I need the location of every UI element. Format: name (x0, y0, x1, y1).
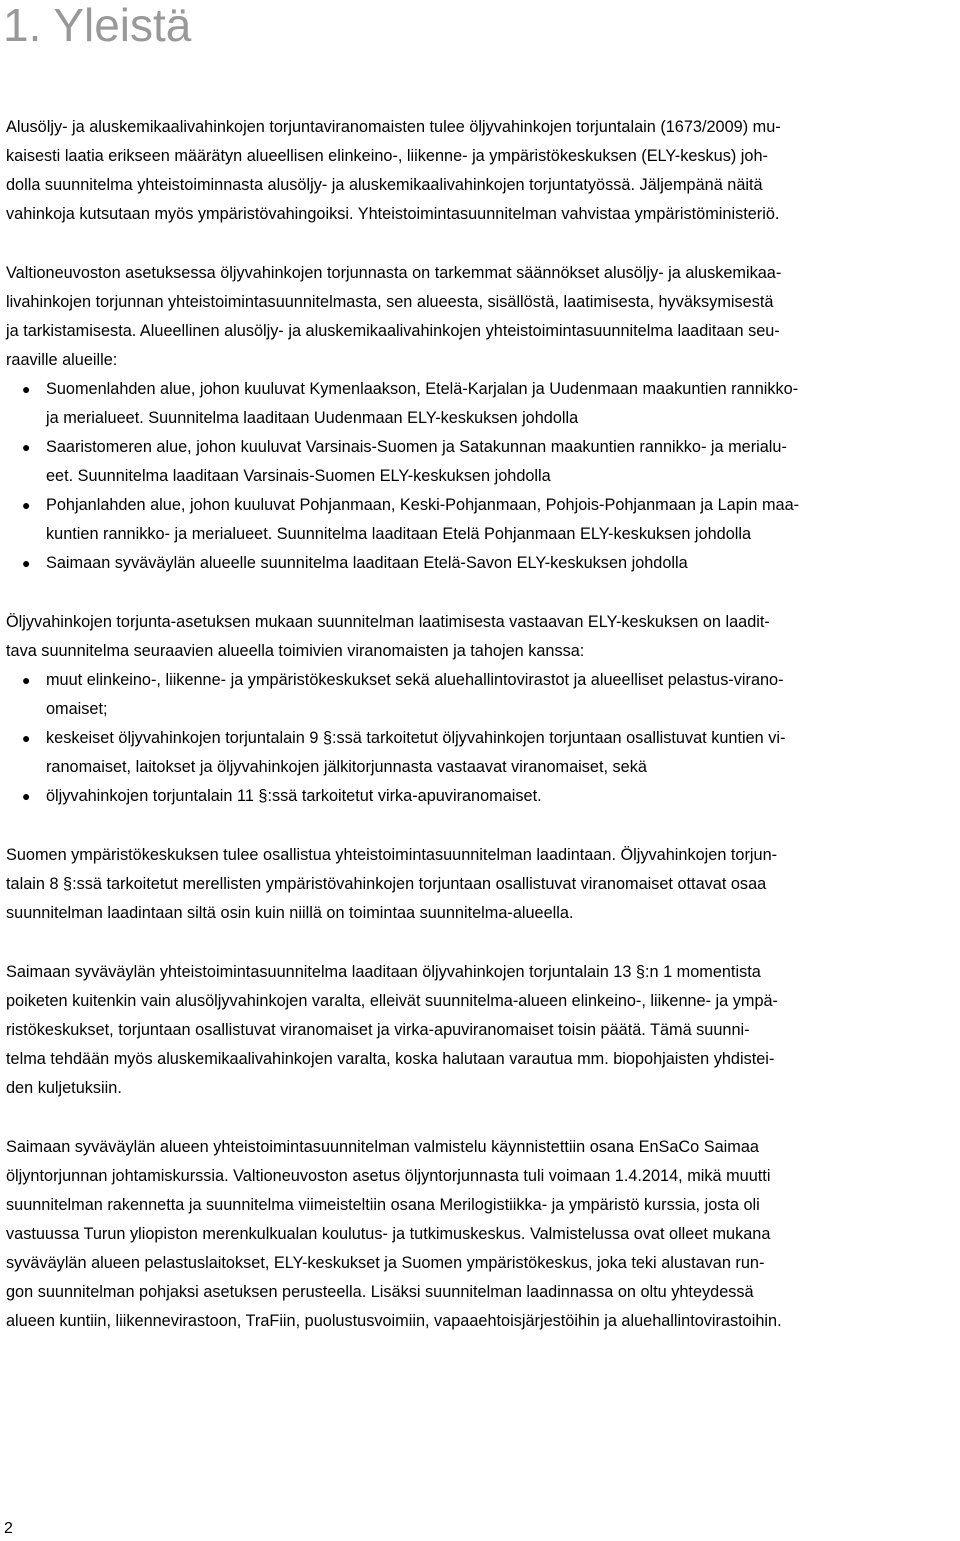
text-line: poiketen kuitenkin vain alusöljyvahinkojen varalta, elleivät suunnitelma-alueen elinkeino-, liikenne- ja ympä- (6, 992, 778, 1010)
text-line: kuntien rannikko- ja merialueet. Suunnitelma laaditaan Etelä Pohjanmaan ELY-keskuksen johdolla (46, 525, 752, 543)
text-line: Saimaan syväväylän alueelle suunnitelma laaditaan Etelä-Savon ELY-keskuksen johdolla (46, 554, 688, 572)
text-line: Suomenlahden alue, johon kuuluvat Kymenlaakson, Etelä-Karjalan ja Uudenmaan maakuntien rannikko- (46, 380, 799, 398)
text-line: Pohjanlahden alue, johon kuuluvat Pohjanmaan, Keski-Pohjanmaan, Pohjois-Pohjanmaan ja Lapin maa- (46, 496, 800, 514)
text-line: den kuljetuksiin. (6, 1079, 122, 1097)
authority-list (6, 666, 954, 811)
list-item (6, 433, 954, 491)
text-line: ranomaiset, laitokset ja öljyvahinkojen jälkitorjunnasta vastaavat viranomaiset, sekä (46, 758, 647, 776)
text-line: ja merialueet. Suunnitelma laaditaan Uudenmaan ELY-keskuksen johdolla (46, 409, 579, 427)
bullet-icon: ● (22, 788, 31, 804)
list-item (6, 724, 954, 782)
text-line: suunnitelman laadintaan siltä osin kuin niillä on toimintaa suunnitelma-alueella. (6, 904, 574, 922)
bullet-icon: ● (22, 439, 31, 455)
area-list (6, 375, 954, 578)
text-line: Alusöljy- ja aluskemikaalivahinkojen torjuntaviranomaisten tulee öljyvahinkojen torjuntalain (1673/2009) mu- (6, 118, 781, 136)
text-line: Valtioneuvoston asetuksessa öljyvahinkojen torjunnasta on tarkemmat säännökset alusöljy- ja aluskemikaa- (6, 264, 782, 282)
section-heading: 1. Yleistä (3, 0, 192, 51)
text-line: tava suunnitelma seuraavien alueella toimivien viranomaisten ja tahojen kanssa: (6, 642, 585, 660)
text-line: talain 8 §:ssä tarkoitetut merellisten ympäristövahinkojen torjuntaan osallistuvat viranomaiset ottavat osaa (6, 875, 767, 893)
text-line: kaisesti laatia erikseen määrätyn alueellisen elinkeino-, liikenne- ja ympäristökeskuksen (ELY-keskus) joh- (6, 147, 768, 165)
text-line: eet. Suunnitelma laaditaan Varsinais-Suomen ELY-keskuksen johdolla (46, 467, 551, 485)
page-number: 2 (4, 1520, 13, 1537)
bullet-icon: ● (22, 555, 31, 571)
bullet-icon: ● (22, 730, 31, 746)
text-line: keskeiset öljyvahinkojen torjuntalain 9 §:ssä tarkoitetut öljyvahinkojen torjuntaan osallistuvat kuntien vi- (46, 729, 786, 747)
text-line: ristökeskukset, torjuntaan osallistuvat viranomaiset ja virka-apuviranomaiset toisin päätä. Tämä suunni- (6, 1021, 750, 1039)
paragraph-1 (6, 113, 954, 229)
paragraph-5 (6, 958, 954, 1103)
text-line: öljyvahinkojen torjuntalain 11 §:ssä tarkoitetut virka-apuviranomaiset. (46, 787, 542, 805)
bullet-icon: ● (22, 497, 31, 513)
text-line: Saimaan syväväylän yhteistoimintasuunnitelma laaditaan öljyvahinkojen torjuntalain 13 §:n 1 momentista (6, 963, 761, 981)
paragraph-3-group (6, 608, 954, 811)
document-body (6, 113, 954, 1366)
text-line: öljyntorjunnan johtamiskurssia. Valtioneuvoston asetus öljyntorjunnasta tuli voimaan 1.4.2014, mikä muutti (6, 1167, 771, 1185)
paragraph-6 (6, 1133, 954, 1336)
text-line: Suomen ympäristökeskuksen tulee osallistua yhteistoimintasuunnitelman laadintaan. Öljyvahinkojen torjun- (6, 846, 778, 864)
text-line: dolla suunnitelma yhteistoiminnasta alusöljy- ja aluskemikaalivahinkojen torjuntatyössä. Jäljempänä näitä (6, 176, 763, 194)
text-line: vahinkoja kutsutaan myös ympäristövahingoiksi. Yhteistoimintasuunnitelman vahvistaa ympäristöministeriö. (6, 205, 780, 223)
text-line: telma tehdään myös aluskemikaalivahinkojen varalta, koska halutaan varautua mm. biopohjaisten yhdistei- (6, 1050, 775, 1068)
text-line: omaiset; (46, 700, 108, 718)
paragraph-2-group (6, 259, 954, 578)
text-line: Saimaan syväväylän alueen yhteistoimintasuunnitelman valmistelu käynnistettiin osana EnSaCo Saimaa (6, 1138, 759, 1156)
text-line: gon suunnitelman pohjaksi asetuksen perusteella. Lisäksi suunnitelman laadinnassa on oltu yhteydessä (6, 1283, 754, 1301)
text-line: vastuussa Turun yliopiston merenkulkualan koulutus- ja tutkimuskeskus. Valmistelussa ovat olleet mukana (6, 1225, 771, 1243)
bullet-icon: ● (22, 381, 31, 397)
text-line: Saaristomeren alue, johon kuuluvat Varsinais-Suomen ja Satakunnan maakuntien rannikko- ja merialu- (46, 438, 787, 456)
text-line: suunnitelman rakennetta ja suunnitelma viimeisteltiin osana Merilogistiikka- ja ympäristö kurssia, josta oli (6, 1196, 760, 1214)
list-item (6, 549, 954, 578)
text-line: ja tarkistamisesta. Alueellinen alusöljy- ja aluskemikaalivahinkojen yhteistoimintasuunnitelma laaditaan seu- (6, 322, 780, 340)
text-line: alueen kuntiin, liikennevirastoon, TraFiin, puolustusvoimiin, vapaaehtoisjärjestöihin ja aluehallintovirastoihin. (6, 1312, 782, 1330)
text-line: muut elinkeino-, liikenne- ja ympäristökeskukset sekä aluehallintovirastot ja alueelliset pelastus-virano- (46, 671, 784, 689)
list-item (6, 491, 954, 549)
text-line: Öljyvahinkojen torjunta-asetuksen mukaan suunnitelman laatimisesta vastaavan ELY-keskuksen on laadit- (6, 613, 770, 631)
paragraph-4 (6, 841, 954, 928)
text-line: syväväylän alueen pelastuslaitokset, ELY-keskukset ja Suomen ympäristökeskus, joka teki alustavan run- (6, 1254, 765, 1272)
list-item (6, 375, 954, 433)
list-item (6, 666, 954, 724)
list-item (6, 782, 954, 811)
text-line: livahinkojen torjunnan yhteistoimintasuunnitelmasta, sen alueesta, sisällöstä, laatimisesta, hyväksymisestä (6, 293, 774, 311)
text-line: raaville alueille: (6, 351, 118, 369)
bullet-icon: ● (22, 672, 31, 688)
